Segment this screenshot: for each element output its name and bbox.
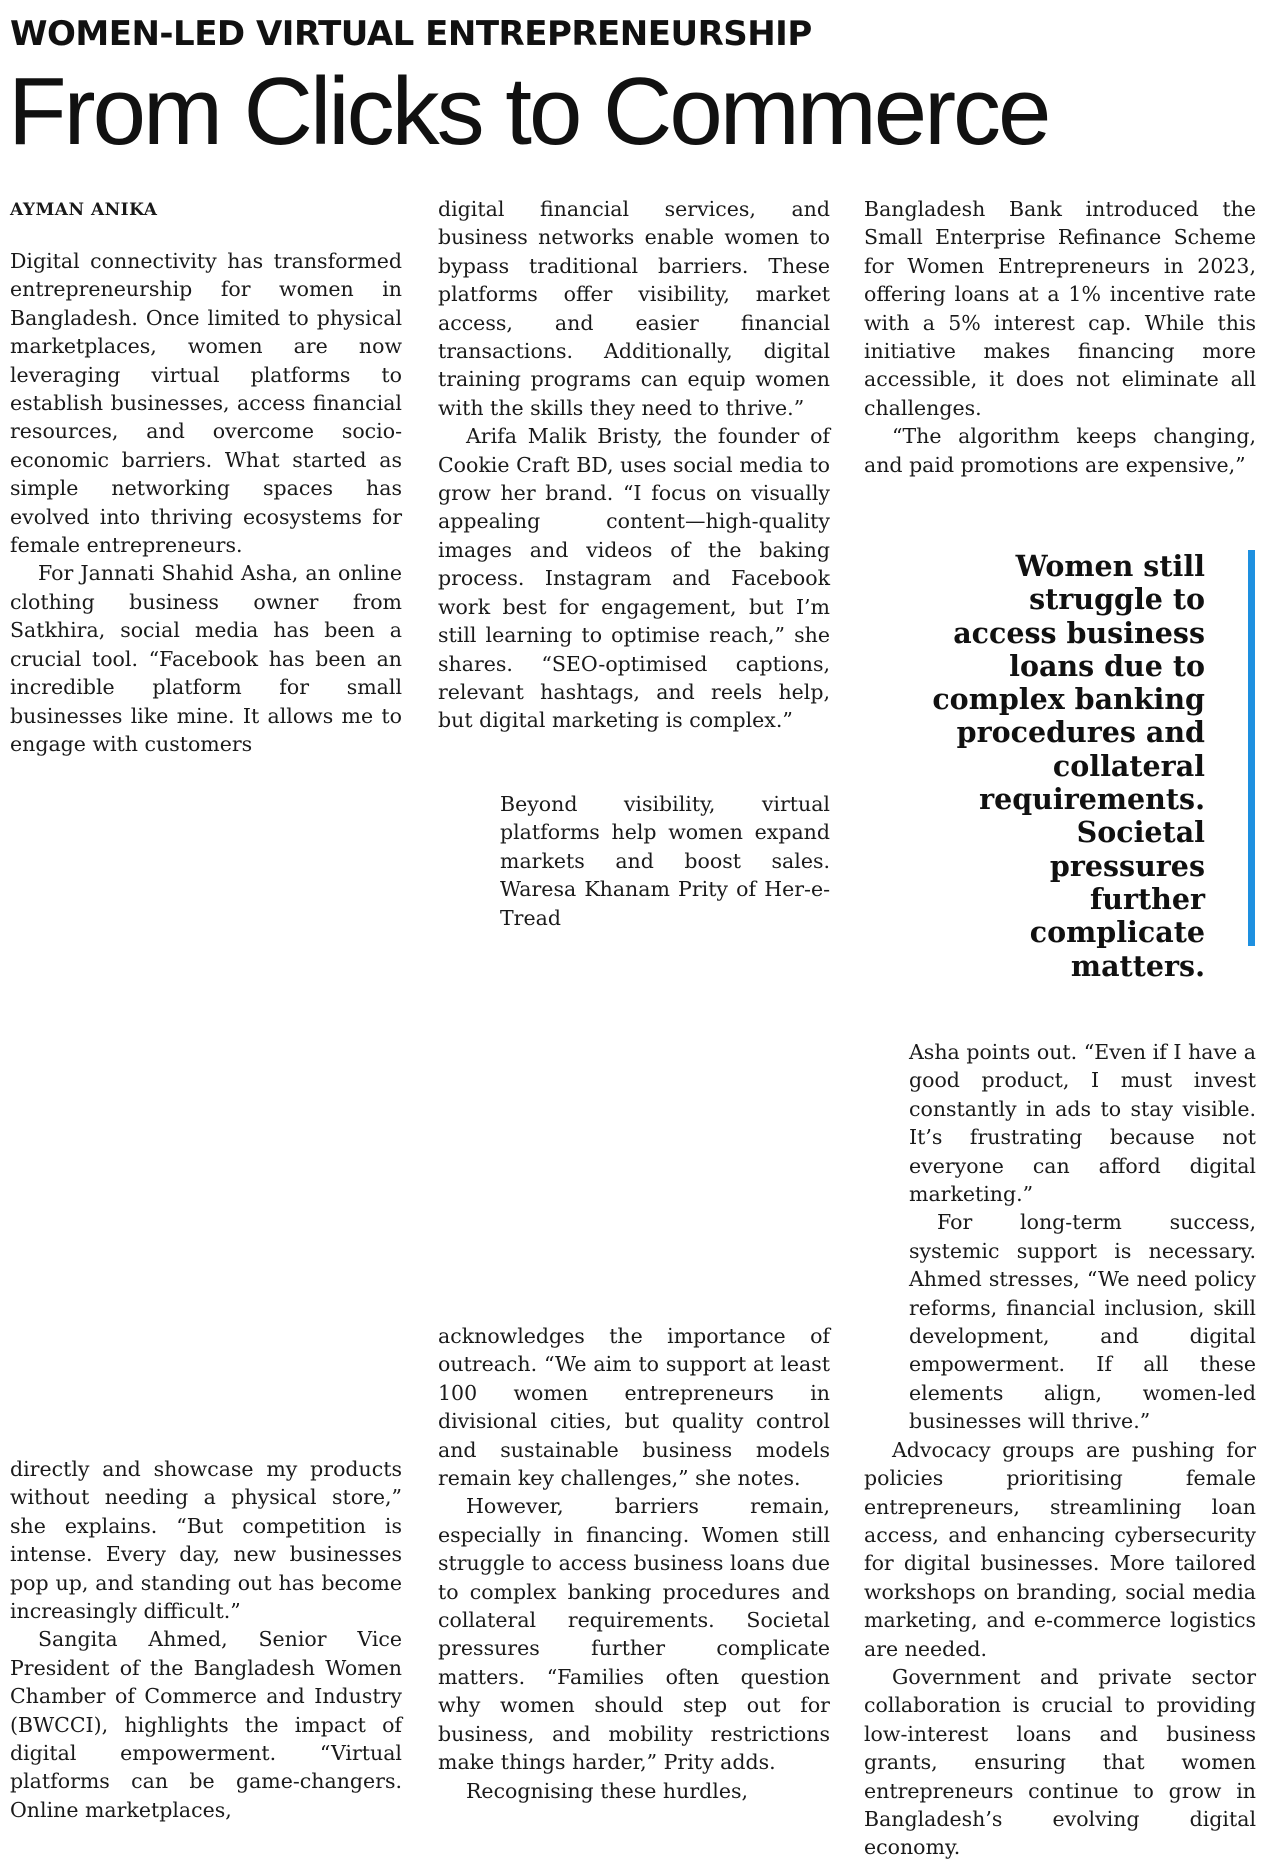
article-column-4 bbox=[10, 1455, 402, 1824]
article-column-3 bbox=[864, 195, 1256, 479]
paragraph: Bangladesh Bank introduced the Small Enterprise Refinance Scheme for Women Entrepreneurs in 2023, offering loans at a 1% incentive rate with a 5% interest cap. While this initiative makes financing more accessible, it does not eliminate all challenges. bbox=[864, 197, 1256, 420]
paragraph: Advocacy groups are pushing for policies prioritising female entrepreneurs, streamlining loan access, and enhancing cybersecurity for digital businesses. More tailored workshops on branding, social media marketing, and e-commerce logistics are needed. bbox=[864, 1437, 1256, 1661]
article-column-2 bbox=[438, 195, 830, 735]
paragraph: Digital connectivity has transformed entrepreneurship for women in Bangladesh. Once limited to physical marketplaces, women are now leveraging virtual platforms to establish businesses, access financial resources, and overcome socio-economic barriers. What started as simple networking spaces has evolved into thriving ecosystems for female entrepreneurs. bbox=[10, 249, 402, 558]
paragraph: For Jannati Shahid Asha, an online clothing business owner from Satkhira, social media has been a crucial tool. “Facebook has been an incredible platform for small businesses like mine. It allows me to engage with customers bbox=[10, 561, 402, 756]
paragraph: digital financial services, and business networks enable women to bypass traditional barriers. These platforms offer visibility, market access, and easier financial transactions. Additionally, digital training programs can equip women with the skills they need to thrive.” bbox=[438, 197, 830, 420]
article-column-1 bbox=[10, 247, 402, 758]
paragraph: Beyond visibility, virtual platforms help women expand markets and boost sales. Waresa Khanam Prity of Her-e- Tread bbox=[500, 792, 830, 930]
paragraph: However, barriers remain, especially in financing. Women still struggle to access business loans due to complex banking procedures and collateral requirements. Societal pressures further complicate matters. “Families often question why women should step out for business, and mobility restrictions make things harder,” Prity adds. bbox=[438, 1494, 830, 1775]
paragraph: directly and showcase my products without needing a physical store,” she explains. “But competition is intense. Every day, new businesses pop up, and standing out has become increasingly difficult.” bbox=[10, 1457, 402, 1624]
byline: AYMAN ANIKA bbox=[10, 200, 158, 220]
article-column-2-continued bbox=[500, 790, 830, 932]
paragraph: Arifa Malik Bristy, the founder of Cookie Craft BD, uses social media to grow her brand. “I focus on visually appealing content—high-quality images and videos of the baking process. Instagram and Facebook work best for engagement, but I’m still learning to optimise reach,” she shares. “SEO-optimised captions, relevant hashtags, and reels help, but digital marketing is complex.” bbox=[438, 424, 830, 733]
pull-quote-rule bbox=[1248, 550, 1255, 946]
paragraph: Asha points out. “Even if I have a good product, I must invest constantly in ads to stay visible. It’s frustrating because not everyone can afford digital marketing.” bbox=[909, 1040, 1256, 1207]
article-column-5 bbox=[438, 1322, 830, 1805]
paragraph: Sangita Ahmed, Senior Vice President of the Bangladesh Women Chamber of Commerce and Industry (BWCCI), highlights the impact of digital empowerment. “Virtual platforms can be game-changers. Online marketplaces, bbox=[10, 1627, 402, 1822]
paragraph: acknowledges the importance of outreach. “We aim to support at least 100 women entrepreneurs in divisional cities, but quality control and sustainable business models remain key challenges,” she notes. bbox=[438, 1324, 830, 1491]
article-column-6 bbox=[864, 1038, 1256, 1862]
paragraph: For long-term success, systemic support is necessary. Ahmed stresses, “We need policy reforms, financial inclusion, skill development, and digital empowerment. If all these elements align, women-led businesses will thrive.” bbox=[909, 1210, 1256, 1434]
pull-quote: Women still struggle to access business loans due to complex banking procedures and collateral requirements. Societal pressures further complicate matters. bbox=[932, 549, 1205, 983]
paragraph: Government and private sector collaboration is crucial to providing low-interest loans and business grants, ensuring that women entrepreneurs continue to grow in Bangladesh’s evolving digital economy. bbox=[864, 1664, 1256, 1860]
paragraph: Recognising these hurdles, bbox=[466, 1778, 748, 1803]
paragraph: “The algorithm keeps changing, and paid promotions are expensive,” bbox=[864, 424, 1256, 477]
section-kicker: WOMEN-LED VIRTUAL ENTREPRENEURSHIP bbox=[10, 14, 812, 54]
headline: From Clicks to Commerce bbox=[8, 58, 1049, 165]
